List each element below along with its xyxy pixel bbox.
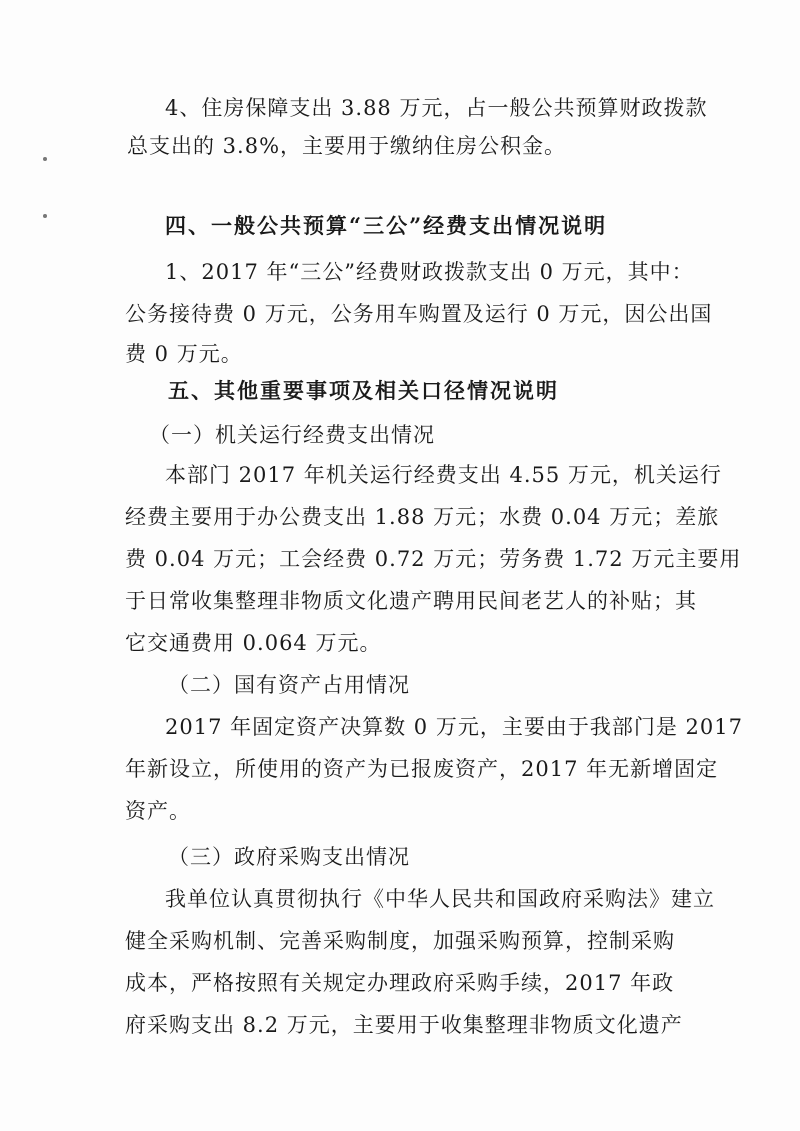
paragraph-line: 年新设立，所使用的资产为已报废资产，2017 年无新增固定 bbox=[125, 757, 719, 781]
paragraph-line: 于日常收集整理非物质文化遗产聘用民间老艺人的补贴；其 bbox=[125, 589, 697, 613]
paragraph-line: 资产。 bbox=[125, 799, 191, 823]
section-heading: 四、一般公共预算“三公”经费支出情况说明 bbox=[165, 213, 608, 238]
subsection-heading: （二）国有资产占用情况 bbox=[168, 673, 410, 697]
paragraph-line: 总支出的 3.8%，主要用于缴纳住房公积金。 bbox=[127, 134, 567, 158]
paragraph-line: 费 0.04 万元；工会经费 0.72 万元；劳务费 1.72 万元主要用 bbox=[125, 547, 742, 571]
scan-speck bbox=[43, 214, 47, 218]
section-heading: 五、其他重要事项及相关口径情况说明 bbox=[168, 378, 559, 403]
subsection-heading: （三）政府采购支出情况 bbox=[168, 845, 410, 869]
paragraph-line: 1、2017 年“三公”经费财政拨款支出 0 万元，其中： bbox=[165, 260, 694, 284]
paragraph-line: 4、住房保障支出 3.88 万元，占一般公共预算财政拨款 bbox=[165, 96, 708, 120]
paragraph-line: 经费主要用于办公费支出 1.88 万元；水费 0.04 万元；差旅 bbox=[125, 505, 720, 529]
paragraph-line: 它交通费用 0.064 万元。 bbox=[125, 631, 382, 655]
subsection-heading: （一）机关运行经费支出情况 bbox=[149, 423, 435, 447]
paragraph-line: 成本，严格按照有关规定办理政府采购手续，2017 年政 bbox=[125, 971, 675, 995]
paragraph-line: 本部门 2017 年机关运行经费支出 4.55 万元，机关运行 bbox=[165, 463, 722, 487]
paragraph-line: 费 0 万元。 bbox=[125, 342, 243, 366]
paragraph-line: 健全采购机制、完善采购制度，加强采购预算，控制采购 bbox=[125, 929, 675, 953]
scan-speck bbox=[43, 157, 47, 161]
paragraph-line: 2017 年固定资产决算数 0 万元，主要由于我部门是 2017 bbox=[165, 715, 743, 739]
paragraph-line: 我单位认真贯彻执行《中华人民共和国政府采购法》建立 bbox=[165, 887, 715, 911]
paragraph-line: 府采购支出 8.2 万元，主要用于收集整理非物质文化遗产 bbox=[125, 1013, 683, 1037]
paragraph-line: 公务接待费 0 万元，公务用车购置及运行 0 万元，因公出国 bbox=[125, 302, 713, 326]
